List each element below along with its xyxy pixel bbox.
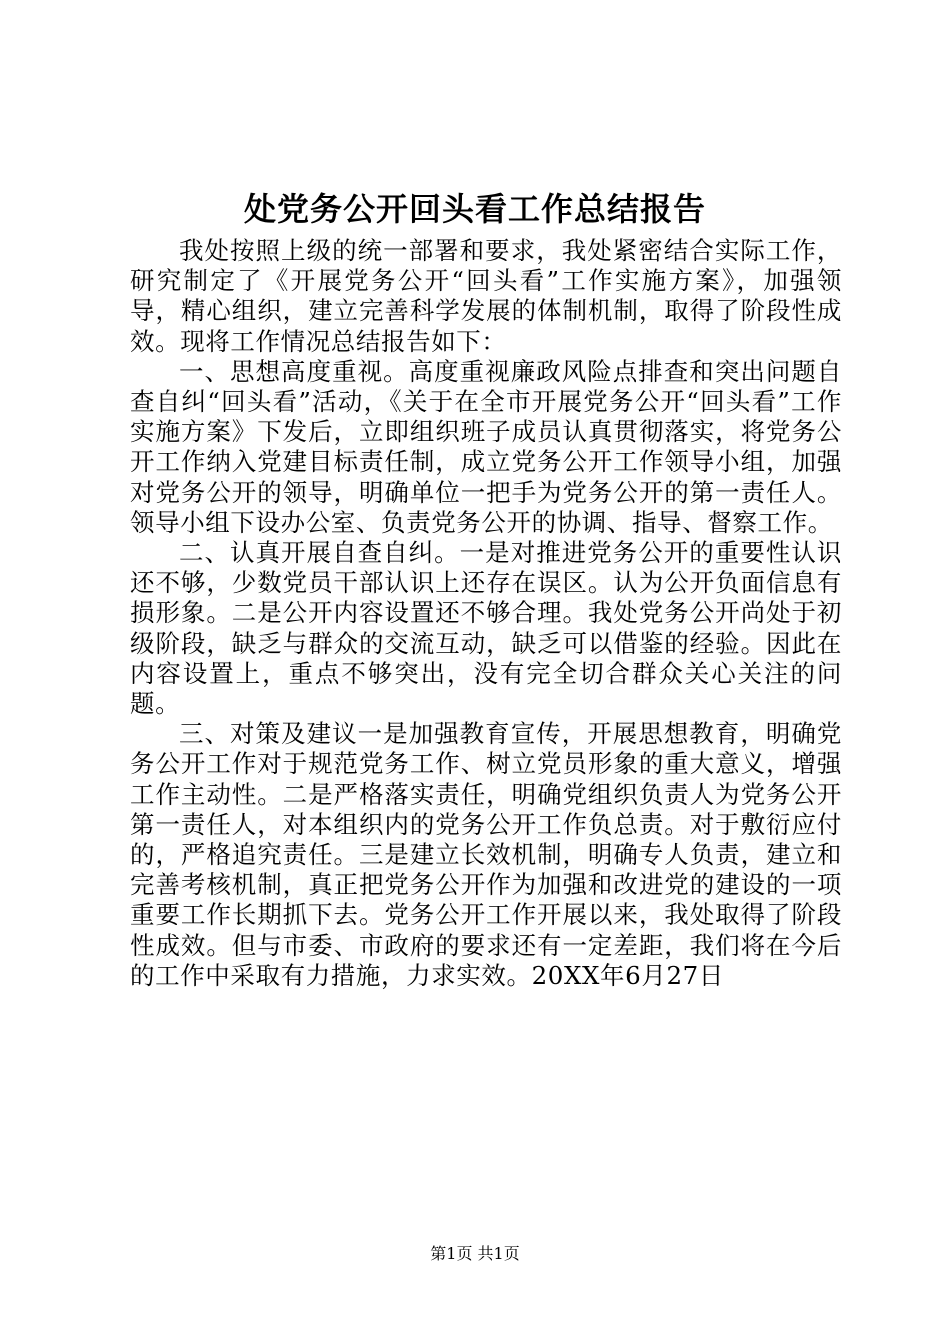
paragraph-section-3: 三、对策及建议一是加强教育宣传，开展思想教育，明确党务公开工作对于规范党务工作、树立党员形象的重大意义，增强工作主动性。二是严格落实责任，明确党组织负责人为党务公开第一责任人，对本组织内的党务公开工作负总责。对于敷衍应付的，严格追究责任。三是建立长效机制，明确专人负责，建立和完善考核机制，真正把党务公开作为加强和改进党的建设的一项重要工作长期抓下去。党务公开工作开展以来，我处取得了阶段性成效。但与市委、市政府的要求还有一定差距，我们将在今后的工作中采取有力措施，力求实效。20XX年6月27日: [130, 719, 842, 990]
document-body: [130, 236, 842, 991]
page-number-footer: 第1页 共1页: [430, 1244, 520, 1263]
paragraph-intro: 我处按照上级的统一部署和要求，我处紧密结合实际工作，研究制定了《开展党务公开“回头看”工作实施方案》，加强领导，精心组织，建立完善科学发展的体制机制，取得了阶段性成效。现将工作情况总结报告如下：: [130, 236, 842, 356]
paragraph-section-2: 二、认真开展自查自纠。一是对推进党务公开的重要性认识还不够，少数党员干部认识上还存在误区。认为公开负面信息有损形象。二是公开内容设置还不够合理。我处党务公开尚处于初级阶段，缺乏与群众的交流互动，缺乏可以借鉴的经验。因此在内容设置上，重点不够突出，没有完全切合群众关心关注的问题。: [130, 538, 842, 719]
paragraph-section-1: 一、思想高度重视。高度重视廉政风险点排查和突出问题自查自纠“回头看”活动，《关于在全市开展党务公开“回头看”工作实施方案》下发后，立即组织班子成员认真贯彻落实，将党务公开工作纳入党建目标责任制，成立党务公开工作领导小组，加强对党务公开的领导，明确单位一把手为党务公开的第一责任人。领导小组下设办公室、负责党务公开的协调、指导、督察工作。: [130, 356, 842, 537]
document-title: 处党务公开回头看工作总结报告: [243, 190, 706, 228]
